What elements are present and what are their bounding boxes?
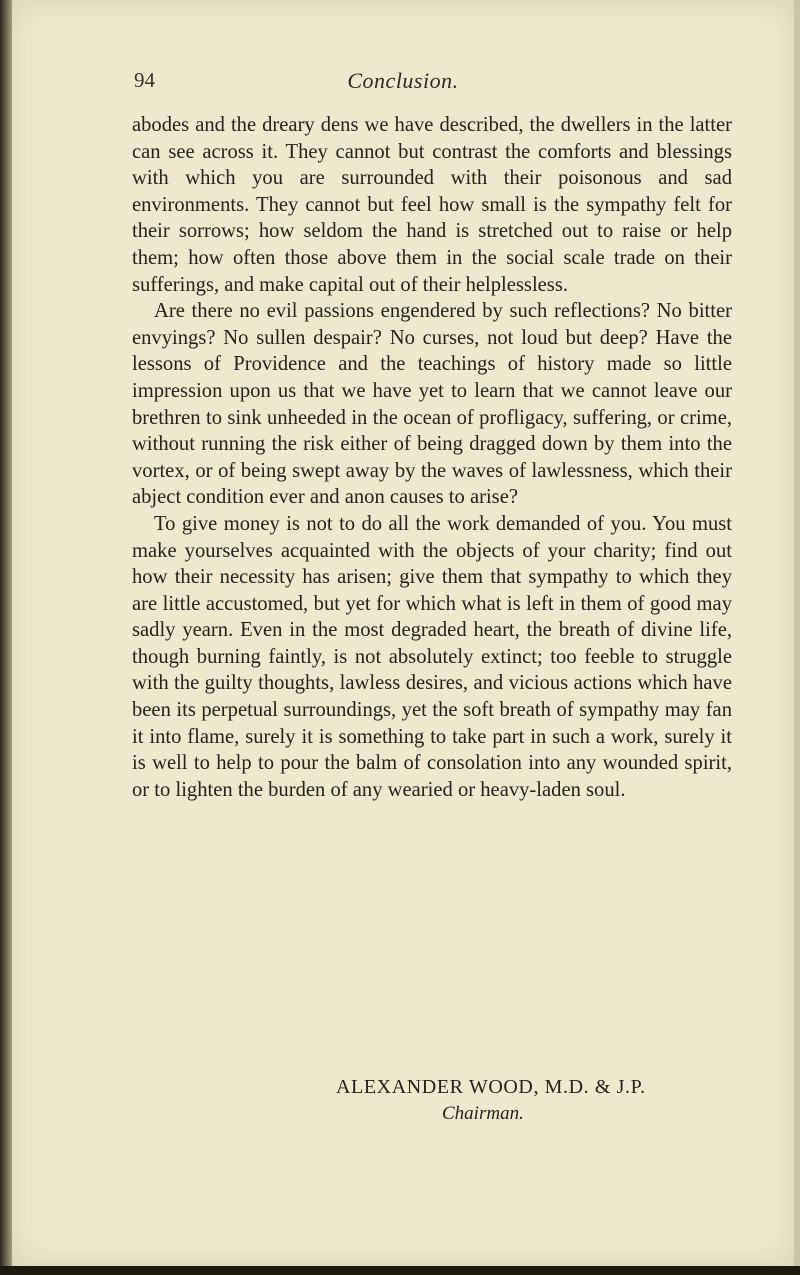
- scan-edge: [0, 1266, 800, 1275]
- body-text: [132, 112, 732, 803]
- paragraph: abodes and the dreary dens we have described, the dwellers in the latter can see across it. They cannot but contrast the comforts and blessings with which you are surrounded with their poisonous and sad environments. They cannot but feel how small is the sympathy felt for their sorrows; how seldom the hand is stretched out to raise or help them; how often those above them in the social scale trade on their sufferings, and make capital out of their helplessless.: [132, 114, 732, 296]
- book-page: [12, 0, 794, 1266]
- page-number: 94: [134, 68, 155, 92]
- paragraph: Are there no evil passions engendered by such reflections? No bitter envyings? No sullen despair? No curses, not loud but deep? Have the lessons of Providence and the teachings of history made so little impression upon us that we have yet to learn that we cannot leave our brethren to sink unheeded in the ocean of profligacy, suffering, or crime, without running the risk either of being dragged down by them into the vortex, or of being swept away by the waves of lawlessness, which their abject condition ever and anon causes to arise?: [132, 300, 732, 509]
- paragraph: To give money is not to do all the work demanded of you. You must make yourselves acquainted with the objects of your charity; find out how their necessity has arisen; give them that sympathy to which they are little accustomed, but yet for which what is left in them of good may sadly yearn. Even in the most degraded heart, the breath of divine life, though burning faintly, is not absolutely extinct; too feeble to struggle with the guilty thoughts, lawless desires, and vicious actions which have been its perpetual surroundings, yet the soft breath of sympathy may fan it into flame, surely it is something to take part in such a work, surely it is well to help to pour the balm of consolation into any wounded spirit, or to lighten the burden of any wearied or heavy-laden soul.: [132, 512, 732, 801]
- page-header: [12, 68, 794, 102]
- signatory-name: ALEXANDER WOOD, M.D. & J.P.: [336, 1076, 646, 1098]
- signatory-title: Chairman.: [442, 1103, 524, 1124]
- running-head: Conclusion.: [347, 68, 459, 93]
